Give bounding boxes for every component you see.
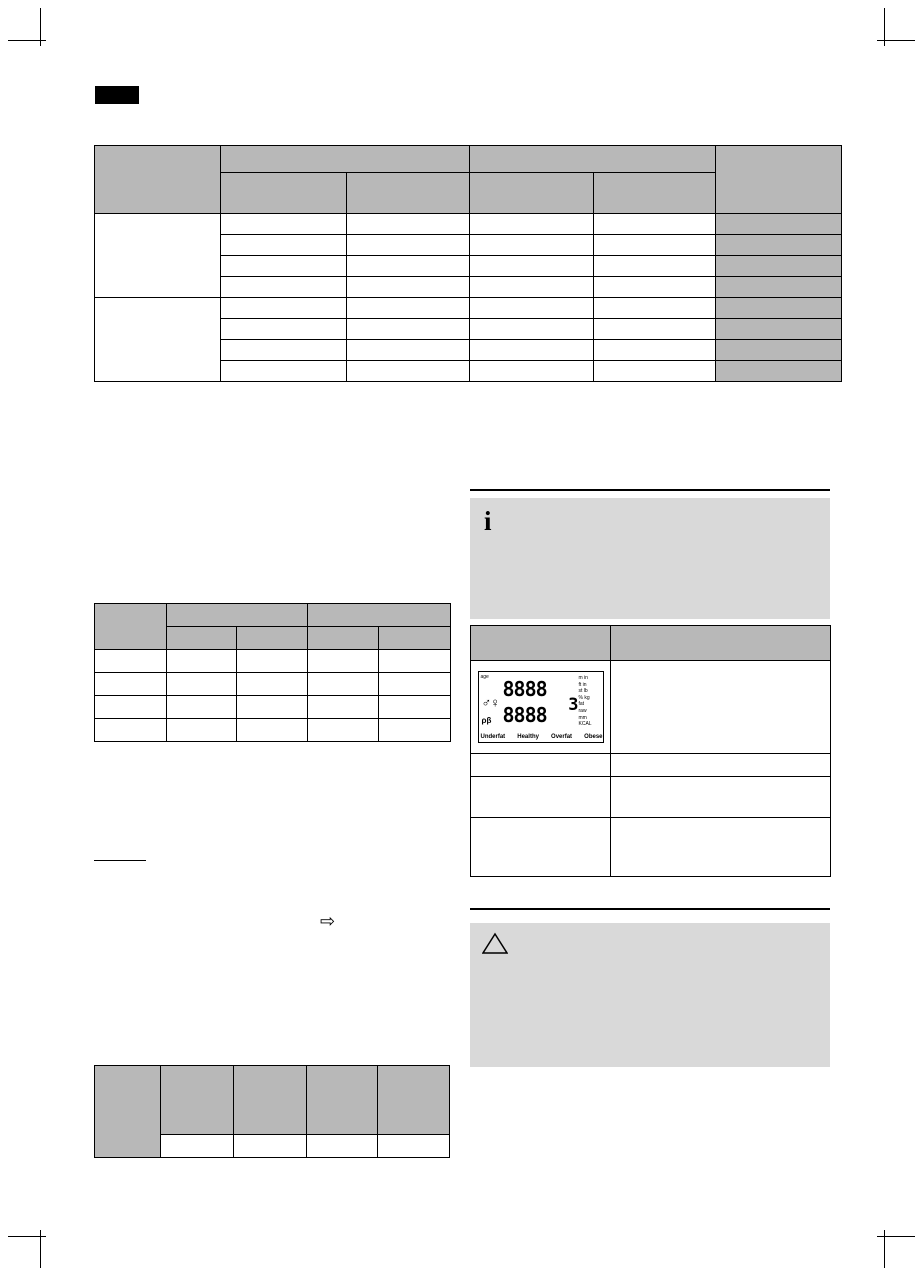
table-cell: [347, 214, 470, 235]
lcd-digits-bottom: 8888: [502, 703, 547, 727]
table-cell: [167, 719, 237, 742]
display-table-symbol: [471, 818, 611, 877]
table-cell: [594, 256, 716, 277]
table-cell: [347, 298, 470, 319]
display-table-symbol: [471, 754, 611, 777]
table-cell: [308, 673, 379, 696]
table-row: [471, 754, 831, 777]
lcd-scale-overfat: Overfat: [551, 734, 573, 740]
lcd-pct-fat-label: ρβ: [481, 716, 492, 725]
display-table-description: [611, 661, 831, 754]
lcd-person-icons: ♂♀: [481, 695, 499, 710]
table-cell: [221, 319, 347, 340]
lcd-unit: % kg: [578, 694, 590, 701]
table-cell: [594, 319, 716, 340]
lcd-scale-obese: Obese: [584, 734, 603, 740]
crop-mark-top-left-h: [8, 40, 46, 41]
lcd-age-label: age: [480, 674, 489, 680]
lcd-digits-top: 8888: [502, 677, 547, 701]
table-cell: [95, 696, 167, 719]
table-cell: [594, 340, 716, 361]
table-row: [471, 661, 831, 754]
lcd-unit: raw: [578, 707, 587, 714]
table-cell: [716, 340, 842, 361]
mid-table-subheader-3: [308, 627, 379, 650]
info-note-box: [470, 498, 830, 619]
table-cell: [594, 277, 716, 298]
table-cell: [470, 361, 594, 382]
table-cell: [347, 361, 470, 382]
warning-note-rule: [470, 908, 830, 910]
table-cell: [470, 319, 594, 340]
table-cell: [221, 361, 347, 382]
mid-table-group-header-1: [167, 604, 308, 627]
table-cell: [221, 256, 347, 277]
table-cell: [167, 696, 237, 719]
table-cell: [716, 235, 842, 256]
table-cell: [716, 214, 842, 235]
table-cell: [716, 277, 842, 298]
table-top-subheader-4: [594, 173, 716, 214]
lcd-unit: m in: [578, 675, 588, 681]
table-top-group-header-2: [470, 146, 716, 173]
display-table-header-description: [611, 626, 831, 661]
table-cell: [470, 298, 594, 319]
table-cell: [167, 673, 237, 696]
table-row: [95, 719, 451, 742]
table-cell: [161, 1135, 234, 1158]
table-cell: [95, 719, 167, 742]
table-top-group-header-1: [221, 146, 470, 173]
table-row: [95, 298, 842, 319]
lcd-display: [478, 671, 604, 743]
lcd-unit: mm: [578, 714, 587, 721]
table-row: [95, 673, 451, 696]
table-top-group-header-3: [716, 146, 842, 214]
table-cell: [470, 214, 594, 235]
table-cell: [95, 650, 167, 673]
display-table-header-symbol: [471, 626, 611, 661]
language-tag: [95, 86, 139, 104]
table-cell: [594, 361, 716, 382]
table-cell: [347, 256, 470, 277]
table-cell: [716, 256, 842, 277]
lcd-display-cell: [471, 661, 611, 754]
section-underline-marker: [94, 860, 146, 861]
lcd-scale-healthy: Healthy: [517, 734, 539, 740]
units-table-header-3: [306, 1066, 377, 1135]
units-table: [94, 1065, 450, 1158]
display-symbol-table: [470, 625, 831, 877]
lcd-scale-underfat: Underfat: [480, 734, 506, 740]
table-row: [95, 1066, 450, 1135]
warning-note-box: [470, 923, 830, 1067]
table-cell: [594, 214, 716, 235]
mid-table-subheader-2: [237, 627, 308, 650]
table-row: [471, 626, 831, 661]
table-top-rowgroup-label-1: [95, 214, 221, 298]
table-top-subheader-3: [470, 173, 594, 214]
display-table-description: [611, 818, 831, 877]
table-cell: [716, 361, 842, 382]
table-cell: [470, 256, 594, 277]
table-cell: [379, 673, 451, 696]
specification-table: [94, 145, 842, 382]
table-row: [95, 650, 451, 673]
table-cell: [221, 298, 347, 319]
measurement-range-table: [94, 603, 451, 742]
table-cell: [306, 1135, 377, 1158]
crop-mark-top-right-h: [877, 40, 915, 41]
table-cell: [237, 650, 308, 673]
table-cell: [716, 298, 842, 319]
lcd-bmi-scale: [481, 733, 603, 741]
table-cell: [221, 214, 347, 235]
mid-table-subheader-4: [379, 627, 451, 650]
table-cell: [716, 319, 842, 340]
table-cell: [167, 650, 237, 673]
units-table-corner-cell: [95, 1066, 161, 1158]
units-table-header-1: [161, 1066, 234, 1135]
units-table-header-4: [377, 1066, 449, 1135]
table-row: [95, 214, 842, 235]
table-top-subheader-2: [347, 173, 470, 214]
table-cell: [308, 719, 379, 742]
table-cell: [95, 673, 167, 696]
table-top-rowgroup-label-2: [95, 298, 221, 382]
table-cell: [347, 319, 470, 340]
lcd-unit: ft in: [578, 681, 587, 688]
table-cell: [379, 696, 451, 719]
table-cell: [221, 235, 347, 256]
table-cell: [347, 340, 470, 361]
table-cell: [594, 235, 716, 256]
table-cell: [221, 277, 347, 298]
lcd-big-digit: 3: [568, 695, 579, 715]
table-row: [471, 777, 831, 818]
table-cell: [308, 650, 379, 673]
lcd-unit: KCAL: [578, 721, 592, 728]
table-cell: [347, 277, 470, 298]
table-cell: [237, 719, 308, 742]
lcd-unit: fat: [578, 701, 585, 708]
table-cell: [470, 235, 594, 256]
arrow-right-icon: ⇨: [320, 911, 336, 931]
table-cell: [237, 673, 308, 696]
lcd-units-list: [579, 675, 601, 728]
table-cell: [377, 1135, 449, 1158]
crop-mark-bottom-left-h: [8, 1236, 46, 1237]
table-cell: [234, 1135, 306, 1158]
lcd-unit: st lb: [578, 688, 588, 695]
table-cell: [308, 696, 379, 719]
table-top-corner-cell: [95, 146, 221, 214]
table-cell: [237, 696, 308, 719]
table-row: [471, 818, 831, 877]
table-cell: [379, 650, 451, 673]
table-cell: [221, 340, 347, 361]
table-cell: [379, 719, 451, 742]
mid-table-corner-cell: [95, 604, 167, 650]
info-note-rule: [470, 489, 830, 491]
mid-table-subheader-1: [167, 627, 237, 650]
table-cell: [470, 340, 594, 361]
crop-mark-bottom-right-h: [877, 1236, 915, 1237]
table-top-subheader-1: [221, 173, 347, 214]
information-icon: i: [484, 506, 492, 536]
display-table-description: [611, 754, 831, 777]
display-table-description: [611, 777, 831, 818]
warning-triangle-icon: [482, 932, 508, 955]
display-table-symbol: [471, 777, 611, 818]
table-cell: [594, 298, 716, 319]
table-row: [95, 696, 451, 719]
units-table-header-2: [234, 1066, 306, 1135]
mid-table-group-header-2: [308, 604, 451, 627]
table-cell: [347, 235, 470, 256]
table-cell: [470, 277, 594, 298]
